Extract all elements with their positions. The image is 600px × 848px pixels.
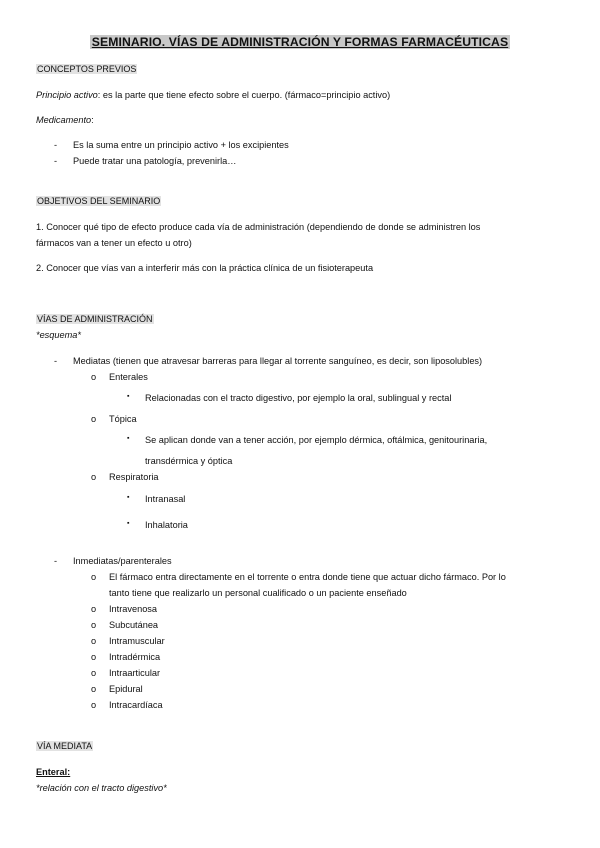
respiratoria-item: Respiratoria <box>109 472 159 482</box>
dash-bullet: - <box>54 156 58 166</box>
circle-bullet: o <box>91 700 97 710</box>
esquema-note: *esquema* <box>36 330 81 340</box>
circle-bullet: o <box>91 652 97 662</box>
circle-bullet: o <box>91 414 97 424</box>
principio-activo-line <box>36 90 390 100</box>
route-item: Epidural <box>109 684 143 694</box>
circle-bullet: o <box>91 372 97 382</box>
topica-desc-line-1: Se aplican donde van a tener acción, por ejemplo dérmica, oftálmica, genitourinaria, <box>145 435 488 445</box>
circle-bullet: o <box>91 684 97 694</box>
circle-bullet: o <box>91 604 97 614</box>
dash-bullet: - <box>54 556 58 566</box>
section-heading-via-mediata: VÍA MEDIATA <box>37 741 93 751</box>
enteral-note: *relación con el tracto digestivo* <box>36 783 167 793</box>
inmediatas-item: Inmediatas/parenterales <box>73 556 172 566</box>
objetivo-2: 2. Conocer que vías van a interferir más con la práctica clínica de un fisioterapeuta <box>36 263 374 273</box>
inmediatas-desc-line-1: El fármaco entra directamente en el torrente o entra donde tiene que actuar dicho fármaco. Por lo <box>109 572 506 582</box>
medicamento-colon: : <box>91 115 94 125</box>
enteral-heading: Enteral: <box>36 767 71 777</box>
square-bullet: ▪ <box>127 494 130 501</box>
route-item: Intravenosa <box>109 604 158 614</box>
route-item: Intraarticular <box>109 668 161 678</box>
dash-bullet: - <box>54 356 58 366</box>
list-item: Puede tratar una patología, prevenirla… <box>73 156 237 166</box>
document-title-text: SEMINARIO. VÍAS DE ADMINISTRACIÓN Y FORMAS FARMACÉUTICAS <box>91 35 509 49</box>
topica-desc-line-2: transdérmica y óptica <box>145 456 233 466</box>
enterales-item: Enterales <box>109 372 148 382</box>
route-item: Intramuscular <box>109 636 165 646</box>
circle-bullet: o <box>91 572 97 582</box>
mediatas-item: Mediatas (tienen que atravesar barreras para llegar al torrente sanguíneo, es decir, son liposolubles) <box>73 356 483 366</box>
medicamento-line <box>36 115 94 125</box>
principio-activo-def: : es la parte que tiene efecto sobre el cuerpo. (fármaco=principio activo) <box>97 90 391 100</box>
topica-item: Tópica <box>109 414 137 424</box>
route-item: Intradérmica <box>109 652 161 662</box>
enterales-desc: Relacionadas con el tracto digestivo, por ejemplo la oral, sublingual y rectal <box>145 393 452 403</box>
principio-activo-term: Principio activo <box>36 90 98 100</box>
inmediatas-desc-line-2: tanto tiene que realizarlo un personal cualificado o un paciente enseñado <box>109 588 407 598</box>
dash-bullet: - <box>54 140 58 150</box>
square-bullet: ▪ <box>127 393 130 400</box>
circle-bullet: o <box>91 472 97 482</box>
medicamento-term: Medicamento <box>36 115 92 125</box>
section-heading-vias: VÍAS DE ADMINISTRACIÓN <box>37 314 153 324</box>
objetivo-1-line-1: 1. Conocer qué tipo de efecto produce cada vía de administración (dependiendo de donde se administren los <box>36 222 481 232</box>
square-bullet: ▪ <box>127 435 130 442</box>
intranasal-item: Intranasal <box>145 494 186 504</box>
section-heading-conceptos: CONCEPTOS PREVIOS <box>37 64 137 74</box>
objetivo-1-line-2: fármacos van a tener un efecto u otro) <box>36 238 192 248</box>
document-title <box>0 35 600 49</box>
route-item: Subcutánea <box>109 620 159 630</box>
circle-bullet: o <box>91 636 97 646</box>
circle-bullet: o <box>91 620 97 630</box>
list-item: Es la suma entre un principio activo + los excipientes <box>73 140 289 150</box>
circle-bullet: o <box>91 668 97 678</box>
inhalatoria-item: Inhalatoria <box>145 520 188 530</box>
square-bullet: ▪ <box>127 520 130 527</box>
section-heading-objetivos: OBJETIVOS DEL SEMINARIO <box>37 196 161 206</box>
route-item: Intracardíaca <box>109 700 163 710</box>
